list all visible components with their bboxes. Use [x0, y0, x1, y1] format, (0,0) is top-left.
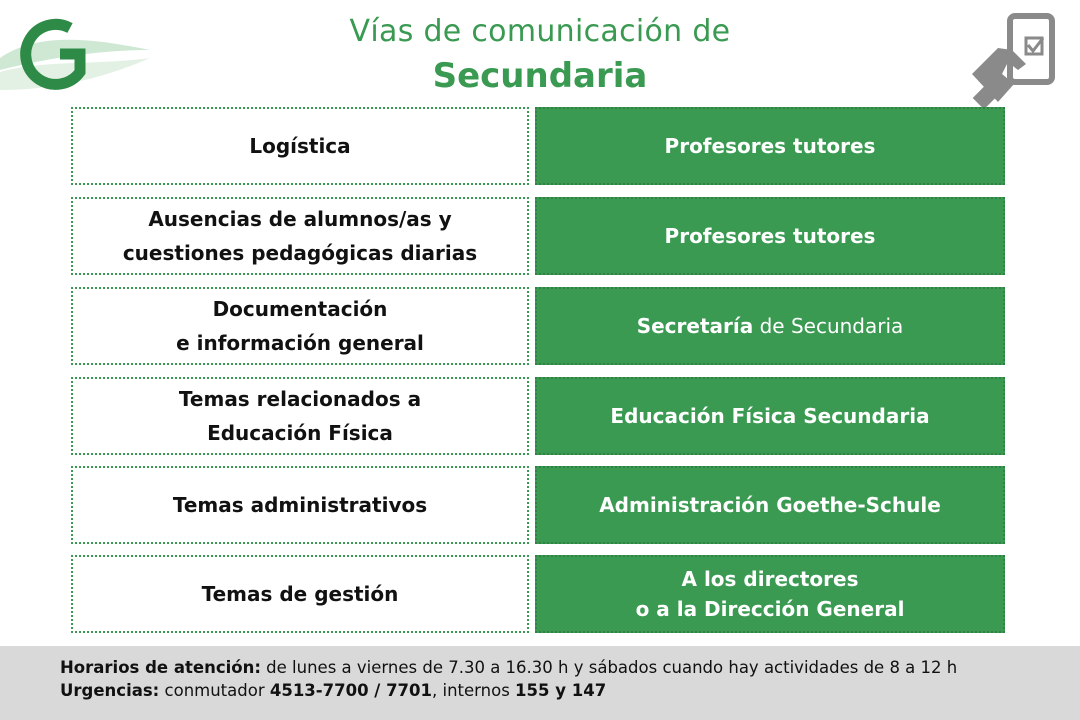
contact-text: Profesores tutores: [664, 224, 876, 248]
urgent-extensions: 155 y 147: [515, 681, 607, 700]
topic-cell: [71, 107, 529, 185]
topic-text: Documentación: [212, 297, 388, 321]
contact-text: Administración Goethe-Schule: [599, 493, 941, 517]
urgent-text: conmutador: [159, 681, 270, 700]
office-hours-label: Horarios de atención:: [60, 658, 261, 677]
footer-info: [0, 646, 1080, 720]
topic-text: Logística: [249, 134, 351, 158]
contact-cell: [535, 377, 1005, 455]
table-row: [71, 377, 1007, 455]
urgent-line: [60, 679, 1080, 702]
topic-text: Ausencias de alumnos/as y: [148, 207, 452, 231]
table-row: [71, 287, 1007, 365]
table-row: [71, 107, 1007, 185]
contact-text: o a la Dirección General: [635, 597, 905, 621]
contact-text: Secretaría: [636, 314, 754, 338]
topic-text: Temas administrativos: [172, 493, 428, 517]
contact-text: A los directores: [681, 567, 859, 591]
urgent-phone: 4513-7700 / 7701: [269, 681, 432, 700]
hand-phone-checkbox-icon: [968, 12, 1064, 108]
topic-text: Educación Física: [207, 421, 393, 445]
contact-cell: [535, 287, 1005, 365]
goethe-schule-logo-icon: [0, 10, 150, 100]
page-title: [240, 12, 840, 98]
topic-cell: [71, 197, 529, 275]
title-line-2: Secundaria: [432, 56, 648, 96]
contact-text: Educación Física Secundaria: [610, 404, 930, 428]
contact-text-light: de Secundaria: [753, 314, 904, 338]
contact-cell: [535, 466, 1005, 544]
office-hours-text: de lunes a viernes de 7.30 a 16.30 h y sábados cuando hay actividades de 8 a 12 h: [260, 658, 958, 677]
topic-text: cuestiones pedagógicas diarias: [122, 241, 478, 265]
contact-cell: [535, 197, 1005, 275]
topic-cell: [71, 466, 529, 544]
topic-text: Temas de gestión: [201, 582, 399, 606]
topic-cell: [71, 377, 529, 455]
table-row: [71, 555, 1007, 633]
contact-text: Profesores tutores: [664, 134, 876, 158]
contact-cell: [535, 555, 1005, 633]
table-row: [71, 197, 1007, 275]
topic-text: Temas relacionados a: [178, 387, 422, 411]
title-line-1: Vías de comunicación de: [349, 14, 731, 49]
topic-cell: [71, 555, 529, 633]
table-row: [71, 466, 1007, 544]
office-hours-line: [60, 656, 1080, 679]
topic-text: e información general: [176, 331, 424, 355]
urgent-label: Urgencias:: [60, 681, 160, 700]
topic-cell: [71, 287, 529, 365]
contact-cell: [535, 107, 1005, 185]
urgent-text: , internos: [432, 681, 516, 700]
